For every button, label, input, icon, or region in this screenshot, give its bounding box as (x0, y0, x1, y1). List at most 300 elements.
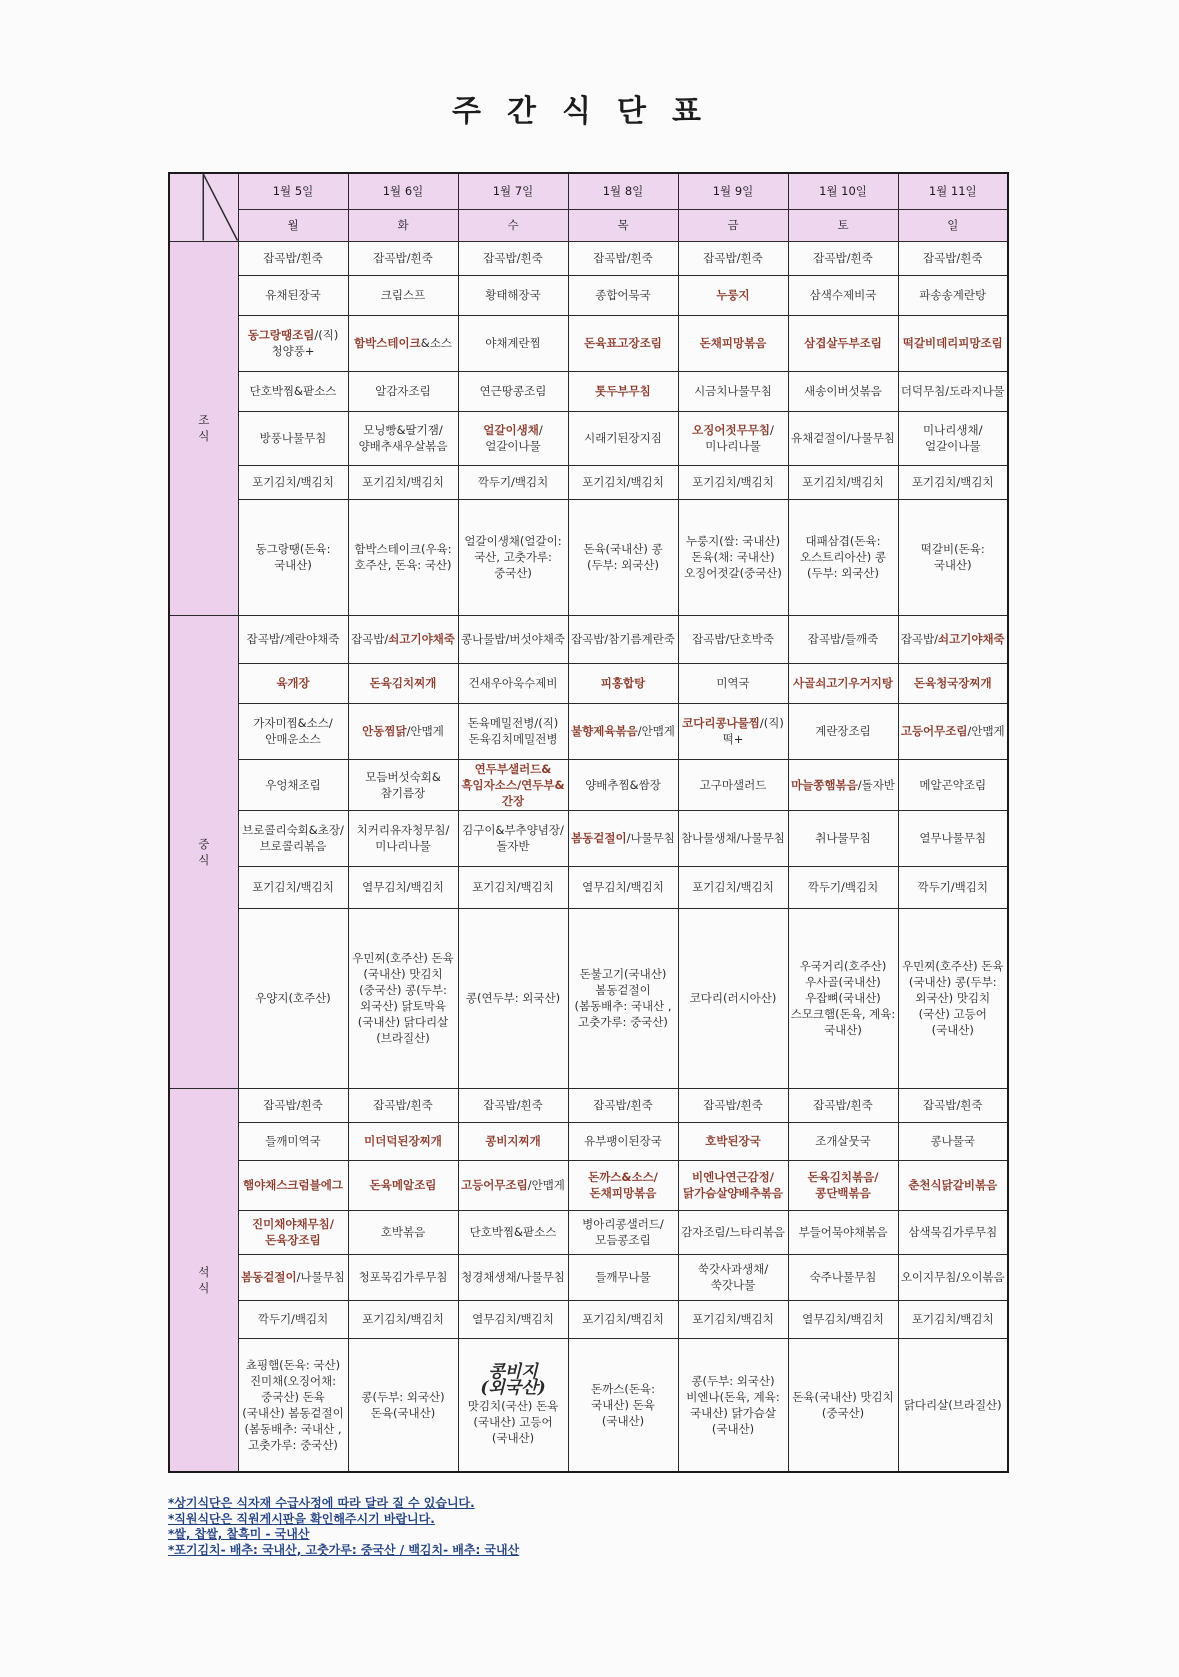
highlighted-dish: 쇠고기야채죽 (388, 632, 455, 646)
day-header-row (169, 209, 1008, 241)
dish-text: 우국거리(호주산) 우사골(국내산) 우잡뼈(국내산) 스모크햄(돈육, 계육: 국내산) (790, 959, 896, 1037)
lunch-row (169, 759, 1008, 810)
highlighted-dish: 돈까스&소스/돈채피망볶음 (588, 1170, 658, 1200)
menu-cell (788, 1160, 898, 1210)
dish-text: 포기김치/백김치 (911, 475, 994, 489)
highlighted-dish: 누룽지 (716, 288, 750, 302)
menu-cell (348, 615, 458, 663)
breakfast-row (169, 499, 1008, 615)
lunch-label (169, 615, 238, 1088)
dish-text: 감자조림/느타리볶음 (681, 1225, 785, 1239)
handwritten-note: 콩비지 (외국산) (480, 1361, 546, 1398)
dish-text: 잡곡밥/흰죽 (373, 1098, 433, 1112)
meal-label-char: 식 (198, 429, 210, 443)
dish-text: 방풍나물무침 (259, 431, 327, 445)
menu-cell (348, 1254, 458, 1300)
dish-text: 잡곡밥/흰죽 (813, 251, 873, 265)
dish-text: 잡곡밥/ (900, 632, 939, 646)
dish-text: 단호박찜&팥소스 (249, 384, 337, 398)
origin-cell (348, 499, 458, 615)
dish-text: 청포묵김가루무침 (358, 1270, 448, 1284)
dish-text: 파송송계란탕 (919, 288, 987, 302)
menu-cell (898, 1088, 1008, 1122)
dish-text: 잡곡밥/흰죽 (923, 251, 983, 265)
dish-text: 깍두기/백김치 (257, 1312, 329, 1326)
highlighted-dish: /연두부&간장 (501, 777, 565, 808)
lunch-row (169, 703, 1008, 759)
dish-text: 포기김치/백김치 (692, 880, 774, 894)
dish-text: 종합어묵국 (595, 288, 651, 302)
menu-cell (678, 275, 788, 315)
menu-cell (238, 866, 348, 908)
dish-text: /(직)청양풍+ (271, 328, 339, 358)
breakfast-row (169, 465, 1008, 499)
highlighted-dish: 봄동겉절이 (571, 831, 627, 845)
dish-text: 잡곡밥/계란야채죽 (246, 632, 340, 646)
date-header: 1월 11일 (898, 173, 1008, 209)
menu-cell (788, 315, 898, 371)
dinner-row (169, 1254, 1008, 1300)
highlighted-dish: 사골쇠고기우거지탕 (793, 676, 893, 690)
dish-text: /안맵게 (637, 724, 675, 738)
menu-cell (238, 759, 348, 810)
menu-cell (458, 1254, 568, 1300)
menu-cell (238, 1160, 348, 1210)
dish-text: 콩(두부: 외국산) 비엔나(돈육, 계육: 국내산) 닭가슴살(국내산) (686, 1373, 780, 1436)
menu-cell (678, 465, 788, 499)
origin-cell (678, 1338, 788, 1472)
menu-cell (678, 315, 788, 371)
dinner-row (169, 1088, 1008, 1122)
dinner-row (169, 1300, 1008, 1338)
dish-text: 잡곡밥/흰죽 (373, 251, 433, 265)
dish-text: 잡곡밥/흰죽 (703, 251, 763, 265)
menu-cell (568, 315, 678, 371)
menu-cell (348, 411, 458, 465)
menu-cell (458, 615, 568, 663)
dish-text: 우민찌(호주산) 돈육(국내산) 맛김치(중국산) 콩(두부: 외국산) 닭토막육(국내산) 닭다리살(브라질산) (352, 951, 454, 1045)
menu-cell (788, 1254, 898, 1300)
menu-cell (348, 866, 458, 908)
highlighted-dish: 고등어무조림 (900, 724, 968, 738)
origin-cell (788, 499, 898, 615)
menu-cell (788, 275, 898, 315)
page-title: 주간식단표 (452, 94, 727, 129)
dish-text: 삼색묵김가루무침 (908, 1225, 998, 1239)
menu-cell (788, 1088, 898, 1122)
menu-cell (678, 663, 788, 703)
dish-text: 야채계란찜 (485, 336, 541, 350)
menu-cell (348, 663, 458, 703)
menu-cell (458, 1122, 568, 1160)
menu-cell (458, 810, 568, 866)
menu-cell (788, 465, 898, 499)
origin-cell (238, 1338, 348, 1472)
dinner-row (169, 1122, 1008, 1160)
dish-text: 잡곡밥/참기름계란죽 (571, 632, 675, 646)
highlighted-dish: 함박스테이크 (354, 336, 421, 350)
highlighted-dish: 돈채피망볶음 (699, 336, 767, 350)
dish-text: 동그랑땡(돈육: 국내산) (255, 542, 331, 572)
origin-cell (788, 1338, 898, 1472)
dish-text: 계란장조림 (815, 724, 871, 738)
menu-cell (238, 1210, 348, 1254)
menu-cell (458, 1210, 568, 1254)
dish-text: 잡곡밥/단호박죽 (692, 632, 774, 646)
dish-text: 오이지무침/오이볶음 (900, 1270, 1005, 1284)
highlighted-dish: 춘천식닭갈비볶음 (908, 1178, 998, 1192)
origin-cell (238, 499, 348, 615)
dish-text: 포기김치/백김치 (252, 475, 334, 489)
menu-cell (788, 411, 898, 465)
menu-cell (238, 275, 348, 315)
meal-label-char: 식 (198, 1280, 210, 1295)
menu-cell (568, 866, 678, 908)
menu-cell (898, 1300, 1008, 1338)
dish-text: 브로콜리숙회&초장/브로콜리볶음 (242, 823, 344, 853)
dish-text: 조개살뭇국 (815, 1134, 871, 1148)
highlighted-dish: 동그랑땡조림 (247, 328, 315, 342)
dish-text: 고구마샐러드 (699, 777, 767, 792)
dish-text: 새송이버섯볶음 (804, 384, 882, 398)
menu-cell (678, 703, 788, 759)
origin-cell (678, 908, 788, 1088)
origin-cell (898, 1338, 1008, 1472)
dish-text: 미역국 (716, 676, 750, 690)
dish-text: 연근땅콩조림 (479, 384, 547, 398)
note-line: *상기식단은 식자재 수급사정에 따라 달라 질 수 있습니다. (168, 1496, 475, 1510)
menu-cell (238, 703, 348, 759)
menu-cell (898, 615, 1008, 663)
breakfast-row (169, 315, 1008, 371)
date-header: 1월 10일 (788, 173, 898, 209)
meal-label-char: 식 (198, 852, 210, 867)
menu-cell (458, 866, 568, 908)
origin-cell (678, 499, 788, 615)
dinner-row (169, 1210, 1008, 1254)
menu-cell (348, 275, 458, 315)
dish-text: 병아리콩샐러드/모듬콩조림 (582, 1217, 664, 1247)
dish-text: /(직)떡+ (722, 716, 784, 746)
day-header: 일 (898, 209, 1008, 241)
menu-cell (238, 411, 348, 465)
menu-cell (788, 810, 898, 866)
lunch-row (169, 663, 1008, 703)
menu-cell (348, 465, 458, 499)
dish-text: 포기김치/백김치 (472, 880, 554, 894)
dish-text: 들깨무나물 (595, 1270, 651, 1284)
dish-text: 가자미찜&소스/안매운소스 (253, 716, 333, 746)
dish-text: 잡곡밥/흰죽 (813, 1098, 873, 1112)
menu-cell (788, 866, 898, 908)
dish-text: 열무나물무침 (919, 831, 987, 845)
menu-cell (788, 615, 898, 663)
menu-cell (678, 1160, 788, 1210)
dish-text: 돈육(국내산) 콩(두부: 외국산) (583, 542, 663, 572)
date-header: 1월 6일 (348, 173, 458, 209)
menu-cell (238, 810, 348, 866)
menu-cell (568, 1160, 678, 1210)
dish-text: /돌자반 (857, 777, 895, 792)
origin-cell (568, 1338, 678, 1472)
menu-cell (238, 371, 348, 411)
dish-text: 콩(연두부: 외국산) (465, 991, 561, 1005)
menu-cell (898, 275, 1008, 315)
menu-cell (348, 315, 458, 371)
menu-cell (568, 1210, 678, 1254)
menu-cell (678, 411, 788, 465)
dish-text: 잡곡밥/흰죽 (263, 1098, 323, 1112)
highlighted-dish: 쇠고기야채죽 (938, 632, 1005, 646)
dish-text: 크림스프 (380, 288, 426, 302)
menu-cell (458, 1300, 568, 1338)
menu-cell (458, 1088, 568, 1122)
origin-cell (568, 499, 678, 615)
highlighted-dish: 돈육표고장조림 (584, 336, 662, 350)
dish-text: 돈불고기(국내산) 봄동겉절이(봄동배추: 국내산 ,고춧가루: 중국산) (574, 967, 672, 1029)
dish-text: 모닝빵&딸기잼/양배추새우살볶음 (358, 423, 448, 453)
dish-text: 치커리유자청무침/미나리나물 (356, 823, 450, 853)
menu-cell (568, 241, 678, 275)
origin-cell (458, 1338, 568, 1472)
menu-cell (238, 1254, 348, 1300)
menu-cell (238, 1088, 348, 1122)
menu-cell (788, 241, 898, 275)
menu-cell (568, 1088, 678, 1122)
highlighted-dish: 콩비지찌개 (485, 1134, 541, 1148)
menu-cell (898, 465, 1008, 499)
menu-cell (348, 1300, 458, 1338)
dish-text: 대패삼겹(돈육: 오스트리아산) 콩(두부: 외국산) (800, 534, 886, 580)
origin-cell (568, 908, 678, 1088)
dish-text: 메알곤약조림 (919, 777, 987, 792)
dish-text: 열무김치/백김치 (802, 1312, 884, 1326)
highlighted-dish: 얼갈이생채 (483, 423, 539, 437)
menu-cell (898, 411, 1008, 465)
dish-text: /나물무침 (626, 831, 675, 845)
origin-cell (788, 908, 898, 1088)
menu-cell (898, 866, 1008, 908)
menu-cell (238, 1122, 348, 1160)
dish-text: 건새우아욱수제비 (468, 676, 558, 690)
menu-cell (458, 241, 568, 275)
menu-cell (568, 703, 678, 759)
dish-text: 쵸핑햄(돈육: 국산) 진미채(오징어채: 중국산) 돈육(국내산) 봄동겉절이(봄동배추: 국내산 ,고춧가루: 중국산) (242, 1357, 344, 1452)
dish-text: 떡갈비(돈육: 국내산) (920, 542, 985, 572)
date-header: 1월 7일 (458, 173, 568, 209)
origin-cell (898, 908, 1008, 1088)
dish-text: 얼갈이생채(얼갈이: 국산, 고춧가루: 중국산) (464, 534, 562, 580)
menu-cell (678, 810, 788, 866)
dinner-row (169, 1338, 1008, 1472)
day-header: 금 (678, 209, 788, 241)
dish-text: 잡곡밥/흰죽 (263, 251, 323, 265)
menu-cell (898, 810, 1008, 866)
dish-text: 참나물생채/나물무침 (681, 831, 785, 845)
dinner-label (169, 1088, 238, 1472)
dish-text: 부들어묵야채볶음 (798, 1225, 888, 1239)
dinner-row (169, 1160, 1008, 1210)
dish-text: 숙주나물무침 (809, 1270, 877, 1284)
dish-text: /나물무침 (296, 1270, 345, 1284)
dish-text: 잡곡밥/흰죽 (593, 1098, 653, 1112)
origin-cell (458, 499, 568, 615)
dish-text: 열무김치/백김치 (472, 1312, 554, 1326)
highlighted-dish: 삼겹살두부조림 (804, 336, 882, 350)
menu-body (169, 241, 1008, 1472)
menu-cell (458, 275, 568, 315)
menu-cell (678, 866, 788, 908)
menu-cell (788, 1300, 898, 1338)
menu-cell (898, 663, 1008, 703)
dish-text: 우엉채조림 (265, 777, 321, 792)
dish-text: 단호박찜&팥소스 (469, 1225, 557, 1239)
highlighted-dish: 톳두부무침 (595, 384, 651, 398)
dish-text: 우민찌(호주산) 돈육(국내산) 콩(두부: 외국산) 맛김치(국산) 고등어(국내산) (902, 959, 1004, 1037)
highlighted-dish: 연두부샐러드&흑임자소스 (461, 761, 552, 792)
dish-text: 돈까스(돈육: 국내산) 돈육(국내산) (591, 1381, 655, 1428)
highlighted-dish: 육개장 (276, 676, 310, 690)
dish-text: 포기김치/백김치 (692, 475, 774, 489)
highlighted-dish: 피홍합탕 (600, 676, 646, 690)
menu-cell (458, 663, 568, 703)
weekly-menu-table (168, 172, 1009, 1473)
origin-cell (348, 908, 458, 1088)
menu-cell (898, 1254, 1008, 1300)
origin-cell (348, 1338, 458, 1472)
menu-cell (568, 465, 678, 499)
dish-text: 포기김치/백김치 (911, 1312, 994, 1326)
highlighted-dish: 돈육김치찌개 (369, 676, 437, 690)
dish-text: 포기김치/백김치 (802, 475, 884, 489)
dish-text: /미나리나물 (705, 423, 774, 453)
menu-cell (238, 465, 348, 499)
highlighted-dish: 진미채야채무침/돈육장조림 (252, 1217, 334, 1247)
menu-cell (238, 663, 348, 703)
dish-text: 잡곡밥/흰죽 (483, 251, 543, 265)
dish-text: /안맵게 (406, 724, 444, 738)
highlighted-dish: 비엔나연근감정/닭가슴살양배추볶음 (683, 1170, 783, 1200)
dish-text: 함박스테이크(우육: 호주산, 돈육: 국산) (354, 542, 452, 572)
note-line: *직원식단은 직원게시판을 확인해주시기 바랍니다. (168, 1511, 435, 1526)
highlighted-dish: 오징어젓무무침 (692, 423, 770, 437)
breakfast-row (169, 411, 1008, 465)
menu-cell (898, 703, 1008, 759)
dish-text: /안맵게 (967, 724, 1005, 738)
dish-text: 닭다리살(브라질산) (903, 1397, 1002, 1412)
lunch-row (169, 615, 1008, 663)
dish-text: 알감자조림 (375, 384, 431, 398)
menu-cell (458, 1160, 568, 1210)
dish-text: 잡곡밥/흰죽 (593, 251, 653, 265)
menu-cell (898, 1210, 1008, 1254)
menu-cell (568, 275, 678, 315)
menu-cell (458, 315, 568, 371)
menu-cell (678, 1088, 788, 1122)
dish-text: 맛김치(국산) 돈육(국내산) 고등어(국내산) (467, 1398, 559, 1445)
dish-text: 시금치나물무침 (694, 384, 772, 398)
menu-cell (898, 1122, 1008, 1160)
menu-cell (678, 615, 788, 663)
highlighted-dish: 코다리콩나물찜 (682, 716, 760, 730)
highlighted-dish: 고등어무조림 (461, 1178, 528, 1192)
meal-label-char: 중 (198, 836, 210, 851)
note-line: *쌀, 찹쌀, 찰흑미 - 국내산 (168, 1527, 310, 1541)
highlighted-dish: 호박된장국 (705, 1134, 761, 1148)
dish-text: 콩(두부: 외국산) 돈육(국내산) (361, 1389, 445, 1420)
dish-text: 모듬버섯숙회&참기름장 (365, 769, 441, 800)
menu-cell (568, 759, 678, 810)
dish-text: 양배추찜&쌈장 (585, 777, 661, 792)
menu-cell (678, 1254, 788, 1300)
dish-text: 포기김치/백김치 (692, 1312, 774, 1326)
menu-cell (568, 371, 678, 411)
menu-cell (238, 1300, 348, 1338)
dish-text: 김구이&부추양념장/돌자반 (462, 823, 564, 853)
note-line: *포기김치- 배추: 국내산, 고춧가루: 중국산 / 백김치- 배추: 국내산 (168, 1542, 520, 1557)
menu-cell (898, 759, 1008, 810)
dish-text: 열무김치/백김치 (582, 880, 664, 894)
menu-cell (788, 1122, 898, 1160)
date-header-row (169, 173, 1008, 209)
dish-text: 깍두기/백김치 (807, 880, 879, 894)
menu-cell (788, 663, 898, 703)
menu-cell (678, 1300, 788, 1338)
dish-text: 호박볶음 (380, 1225, 426, 1239)
highlighted-dish: 돈육김치볶음/콩단백볶음 (807, 1170, 879, 1200)
dish-text: 포기김치/백김치 (362, 1312, 444, 1326)
breakfast-label (169, 241, 238, 615)
day-header: 수 (458, 209, 568, 241)
menu-cell (788, 759, 898, 810)
origin-cell (458, 908, 568, 1088)
meal-label-char: 조 (198, 413, 210, 427)
menu-cell (458, 703, 568, 759)
menu-cell (348, 1210, 458, 1254)
breakfast-row (169, 241, 1008, 275)
menu-cell (568, 1254, 678, 1300)
origin-cell (898, 499, 1008, 615)
menu-cell (348, 241, 458, 275)
menu-cell (458, 759, 568, 810)
menu-cell (678, 1122, 788, 1160)
dish-text: 콩나물국 (930, 1134, 975, 1148)
day-header: 목 (568, 209, 678, 241)
dish-text: 포기김치/백김치 (582, 1312, 664, 1326)
dish-text: 누룽지(쌀: 국내산) 돈육(채: 국내산) 오징어젓갈(중국산) (684, 534, 782, 580)
notes (168, 1496, 768, 1558)
menu-cell (348, 759, 458, 810)
highlighted-dish: 불향제육볶음 (571, 724, 638, 738)
lunch-row (169, 810, 1008, 866)
highlighted-dish: 햄야채스크럼블에그 (243, 1178, 343, 1192)
date-header: 1월 8일 (568, 173, 678, 209)
dish-text: 청경채생채/나물무침 (461, 1270, 565, 1284)
day-header: 화 (348, 209, 458, 241)
highlighted-dish: 미더덕된장찌개 (364, 1134, 442, 1148)
menu-cell (788, 1210, 898, 1254)
menu-cell (238, 615, 348, 663)
dish-text: &소스 (420, 336, 452, 350)
menu-cell (348, 1088, 458, 1122)
dish-text: 포기김치/백김치 (582, 475, 664, 489)
menu-cell (568, 615, 678, 663)
dish-text: 미나리생채/얼갈이나물 (923, 423, 983, 453)
menu-cell (458, 371, 568, 411)
dish-text: 잡곡밥/흰죽 (923, 1098, 983, 1112)
date-header: 1월 5일 (238, 173, 348, 209)
breakfast-row (169, 275, 1008, 315)
